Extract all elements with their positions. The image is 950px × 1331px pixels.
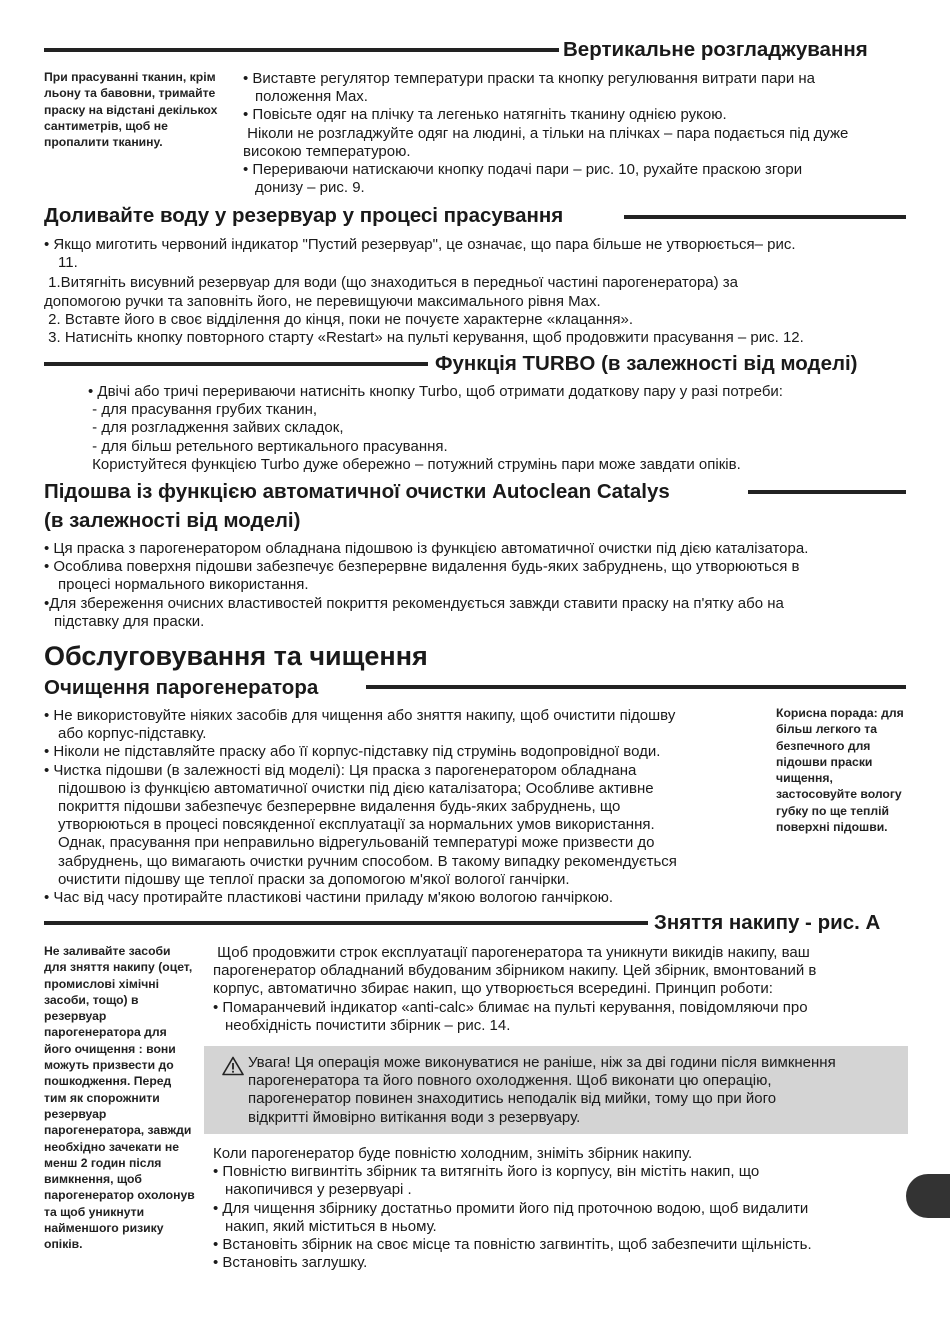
text-line: необхідність почистити збірник – рис. 14. (225, 1016, 511, 1034)
text-line: • Особлива поверхня підошви забезпечує безперервне видалення будь-яких забруднень, що утворюються в (44, 558, 800, 576)
warning-triangle-icon (222, 1056, 244, 1081)
text-line: утворюються в процесі повсякденної експлуатації за нормальних умов використання. (58, 816, 655, 834)
section-rule (44, 921, 648, 925)
text-line: накопичився у резервуарі . (225, 1181, 412, 1199)
text-line: або корпус-підставку. (58, 725, 207, 743)
text-line: 1.Витягніть висувний резервуар для води (що знаходиться в передньої частині парогенератора) за (44, 274, 739, 292)
turbo-text (88, 383, 908, 474)
section-heading-vertical: Вертикальне розгладжування (563, 38, 868, 61)
text-line: накип, який міститься в ньому. (225, 1217, 437, 1235)
text-line: • Час від часу протирайте пластикові частини приладу м'якою вологою ганчіркою. (44, 889, 614, 907)
text-line: • Якщо миготить червоний індикатор "Пустий резервуар", це означає, що пара більше не утворюється– рис. (44, 236, 796, 253)
section-rule (366, 685, 906, 689)
text-line: Щоб продовжити строк експлуатації парогенератора та уникнути викидів накипу, ваш (213, 944, 810, 961)
descale-steps (213, 1145, 905, 1272)
side-note-descale: Не заливайте засоби для зняття накипу (оцет, промислові хімічні засоби, тощо) в резервуар парогенератора для його очищення : вони можуть призвести до пошкодження. Перед тим як спорожнити резервуар парогенератора, завжди необхідно зачекати не менш 2 годин після вимкнення, щоб парогенератор охолонув та щоб уникнути найменшого ризику опіків. (44, 944, 195, 1252)
text-line: • Повністю вигвинтіть збірник та витягніть його із корпусу, він містіть накип, що (213, 1163, 760, 1181)
text-line: Однак, прасування при неправильно відрегульованій температурі може призвести до (58, 834, 655, 852)
text-line: • Ніколи не підставляйте праску або її корпус-підставку під струмінь водопровідної води. (44, 743, 661, 761)
text-line: 2. Вставте його в своє відділення до кінця, поки не почуєте характерне «клацання». (44, 310, 634, 328)
section-heading-turbo: Функція TURBO (в залежності від моделі) (435, 352, 858, 375)
section-rule (748, 490, 906, 494)
text-line: - для прасування грубих тканин, (88, 401, 318, 419)
page-title: Обслуговування та чищення (44, 641, 428, 671)
text-line: • Помаранчевий індикатор «anti-calc» блимає на пульті керування, повідомляючи про (213, 998, 808, 1016)
text-line: положення Max. (255, 88, 368, 106)
vertical-text (243, 70, 908, 197)
section-rule (44, 48, 559, 52)
text-line: - для розгладження зайвих складок, (88, 419, 344, 437)
text-line: Користуйтеся функцією Turbo дуже обережно – потужний струмінь пари може завдати опіків. (88, 455, 741, 473)
text-line: • Для чищення збірнику достатньо промити його під проточною водою, щоб видалити (213, 1199, 809, 1217)
text-line: корпус, автоматично збирає накип, що утворюється всередині. Принцип роботи: (213, 980, 773, 998)
text-line: • Чистка підошви (в залежності від моделі): Ця праска з парогенератором обладнана (44, 761, 637, 779)
text-line: відкритті ймовірно витікання води з резервуару. (248, 1108, 581, 1126)
text-line: • Ця праска з парогенератором обладнана підошвою із функцією автоматичної очистки під дією каталізатора. (44, 540, 809, 557)
warning-text (248, 1054, 896, 1127)
text-line: Ніколи не розгладжуйте одяг на людині, а тільки на плічках – пара подається під дуже (243, 124, 849, 142)
section-rule (624, 215, 906, 219)
text-line: • Двічі або тричі перериваючи натисніть кнопку Turbo, щоб отримати додаткову пару у разі потреби: (88, 383, 783, 400)
section-heading-autoclean: Підошва із функцією автоматичної очистки Autoclean Catalys (44, 480, 670, 503)
section-heading-descale: Зняття накипу - рис. A (654, 911, 881, 934)
text-line: • Встановіть заглушку. (213, 1254, 368, 1272)
side-note-vertical: При прасуванні тканин, крім льону та бавовни, тримайте праску на відстані декількох сантиметрів, щоб не пропалити тканину. (44, 70, 218, 150)
text-line: • Повісьте одяг на плічку та легенько натягніть тканину однією рукою. (243, 106, 727, 124)
text-line: очистити підошву ще теплої праски за допомогою м'якої вологої ганчірки. (58, 870, 570, 888)
section-heading-cleaning: Очищення парогенератора (44, 676, 319, 699)
text-line: забруднень, що вимагають очистки ручним способом. В такому випадку рекомендується (58, 852, 677, 870)
text-line: • Не використовуйте ніяких засобів для чищення або зняття накипу, щоб очистити підошву (44, 707, 676, 724)
text-line: • Встановіть збірник на своє місце та повністю загвинтіть, щоб забезпечити щільність. (213, 1236, 812, 1254)
text-line: процесі нормального використання. (58, 576, 309, 594)
section-heading-autoclean-2: (в залежності від моделі) (44, 509, 301, 532)
text-line: 11. (58, 254, 78, 272)
text-line: підошвою із функцією автоматичної очистки під дією каталізатора; Особливе активне (58, 779, 654, 797)
section-heading-refill: Доливайте воду у резервуар у процесі прасування (44, 204, 564, 227)
text-line: Увага! Ця операція може виконуватися не раніше, ніж за дві години після вимкнення (248, 1054, 836, 1071)
text-line: покриття підошви забезпечує безперервне видалення будь-яких забруднень, що (58, 798, 621, 816)
text-line: високою температурою. (243, 142, 411, 160)
text-line: донизу – рис. 9. (255, 179, 365, 197)
autoclean-text (44, 540, 908, 631)
text-line: - для більш ретельного вертикального прасування. (88, 437, 448, 455)
text-line: Коли парогенератор буде повністю холодним, зніміть збірник накипу. (213, 1145, 693, 1162)
text-line: парогенератора та його повного охолодження. Щоб виконати цю операцію, (248, 1072, 772, 1090)
text-line: парогенератор повинен знаходитись неподалік від мийки, тому що при його (248, 1090, 777, 1108)
warning-box (204, 1046, 908, 1134)
descale-intro (213, 944, 907, 1035)
text-line: • Виставте регулятор температури праски та кнопку регулювання витрати пари на (243, 70, 816, 87)
text-line: • Перериваючи натискаючи кнопку подачі пари – рис. 10, рухайте праскою згори (243, 161, 803, 179)
page-edge-tab (906, 1174, 950, 1218)
side-note-tip: Корисна порада: для більш легкого та безпечного для підошви праски чищення, застосовуйте вологу губку по ще теплій поверхні підошви. (776, 706, 904, 835)
section-rule (44, 362, 428, 366)
refill-text (44, 236, 908, 347)
cleaning-text (44, 707, 762, 907)
text-line: підставку для праски. (54, 612, 205, 630)
text-line: •Для збереження очисних властивостей покриття рекомендується завжди ставити праску на п'ятку або на (44, 594, 784, 612)
text-line: парогенератор обладнаний вбудованим збірником накипу. Цей збірник, вмонтований в (213, 962, 817, 980)
text-line: 3. Натисніть кнопку повторного старту «Restart» на пульті керування, щоб продовжити прасування – рис. 12. (44, 329, 804, 347)
text-line: допомогою ручки та заповніть його, не перевищуючи максимального рівня Max. (44, 292, 601, 310)
